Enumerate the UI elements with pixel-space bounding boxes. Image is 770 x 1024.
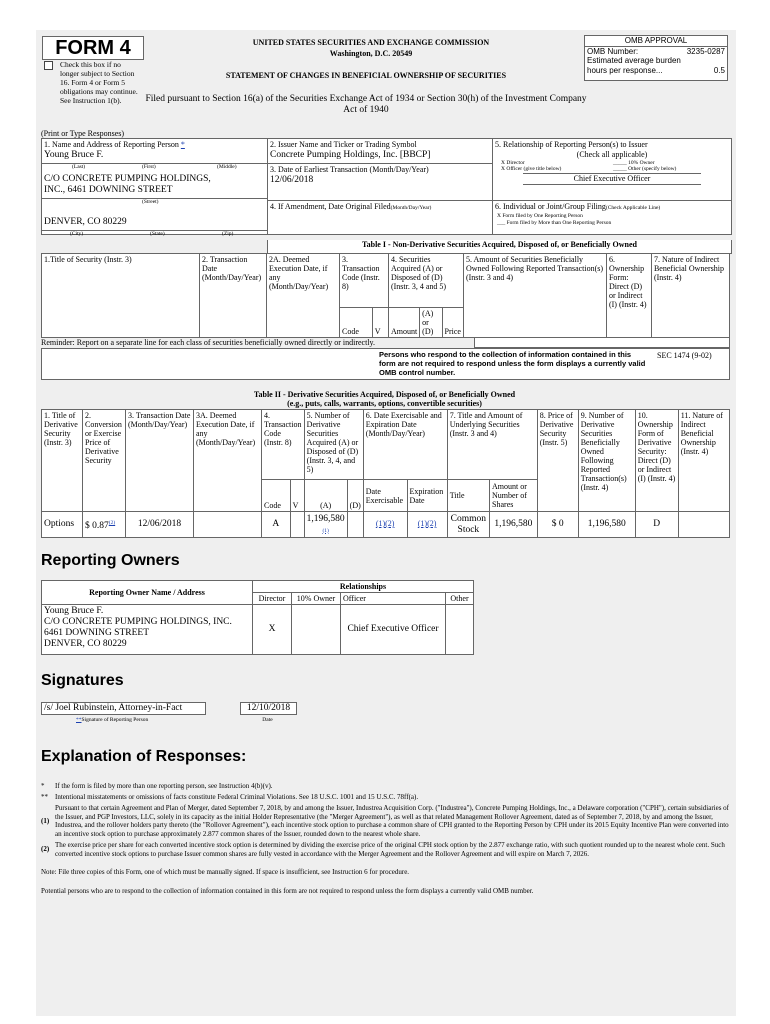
- t2-sub-expiration: Expiration Date: [407, 480, 447, 512]
- t2-row-acquired-footnote[interactable]: (1): [322, 527, 329, 534]
- check-all: (Check all applicable): [576, 150, 648, 159]
- ro-owner-line-1: Young Bruce F.: [44, 606, 104, 616]
- ro-ten-mark: [292, 605, 341, 655]
- reporting-owners-heading: Reporting Owners: [41, 552, 180, 569]
- box1-label: 1. Name and Address of Reporting Person: [44, 140, 179, 149]
- one-person-line: X Form filed by One Reporting Person: [497, 213, 583, 219]
- ro-col-officer: Officer: [341, 593, 446, 605]
- table2-subtitle: (e.g., puts, calls, warrants, options, convertible securities): [287, 399, 482, 408]
- fn2-text: The exercise price per share for each converted incentive stock option is determined by dividing the exercise price of the original CPH stock option by the 2.877 exchange ratio, with such quotient rounded up to the nearest whole cent. Such converted incentive stock options to purchase Issuer common shares are fully vested in accordance with the Merger Agreement and the Rollover Agreement and will expire on March 7, 2026.: [55, 841, 725, 858]
- t2-row-price: $ 0.87: [85, 521, 109, 532]
- t1-sub-aord: (A) or (D): [420, 308, 442, 338]
- omb-number-label: OMB Number:: [587, 46, 639, 56]
- t2-col2: 2. Conversion or Exercise Price of Derivative Security: [83, 410, 126, 512]
- omb-burden-label: Estimated average burden: [587, 56, 681, 65]
- street-label: (Street): [142, 199, 159, 205]
- ro-row: [42, 605, 474, 655]
- last-label: (Last): [72, 164, 86, 170]
- city-line: DENVER, CO 80229: [44, 217, 127, 227]
- table2: [41, 409, 730, 538]
- explanation-heading: Explanation of Responses:: [41, 748, 247, 765]
- middle-label: (Middle): [217, 164, 237, 170]
- ro-owner-line-2: C/O CONCRETE PUMPING HOLDINGS, INC.: [44, 617, 232, 627]
- t2-row-owned: 1,196,580: [578, 512, 635, 538]
- t1-col1: 1.Title of Security (Instr. 3): [42, 254, 200, 338]
- t1-sub-amount: Amount: [388, 308, 419, 338]
- omb-hours-label: hours per response...: [587, 65, 663, 75]
- dstar-mark: **: [41, 792, 48, 801]
- city-label: (City): [70, 231, 84, 237]
- t2-row-form: D: [635, 512, 678, 538]
- t2-row-acquired: 1,196,580: [306, 513, 345, 524]
- omb-number: 3235-0287: [686, 46, 725, 56]
- t2-row-underlying-amount: 1,196,580: [490, 512, 538, 538]
- t2-col1: 1. Title of Derivative Security (Instr. 3): [42, 410, 83, 512]
- statement-title: STATEMENT OF CHANGES IN BENEFICIAL OWNERSHIP OF SECURITIES: [225, 71, 507, 80]
- reminder-text: Reminder: Report on a separate line for each class of securities beneficially owned directly or indirectly.: [41, 338, 376, 347]
- box6-label: 6. Individual or Joint/Group Filing: [495, 202, 606, 211]
- fn1-mark: (1): [41, 816, 50, 825]
- t2-sub-d: (D): [347, 480, 363, 512]
- ro-col-director: Director: [253, 593, 292, 605]
- fn2-mark: (2): [41, 845, 50, 854]
- potential-text: Potential persons who are to respond to the collection of information contained in this form are not required to respond unless the form displays a currently valid OMB number.: [41, 886, 534, 895]
- officer-line: X Officer (give title below): [501, 166, 562, 172]
- omb-title: OMB APPROVAL: [585, 36, 727, 47]
- box3-label: 3. Date of Earliest Transaction (Month/Day/Year): [270, 165, 429, 174]
- reminder-blank-box: [474, 337, 730, 348]
- t2-sub-a: (A): [304, 480, 347, 512]
- t2-col11: 11. Nature of Indirect Beneficial Ownership (Instr. 4): [678, 410, 729, 512]
- ro-col-ten: 10% Owner: [292, 593, 341, 605]
- signer-caption: [76, 717, 148, 724]
- t1-col4: 4. Securities Acquired (A) or Disposed of (D) (Instr. 3, 4 and 5): [388, 254, 463, 308]
- ro-owner-line-4: DENVER, CO 80229: [44, 639, 127, 649]
- relationship-box: [492, 138, 732, 202]
- box2-label: 2. Issuer Name and Ticker or Trading Symbol: [270, 140, 417, 149]
- issuer-name: Concrete Pumping Holdings, Inc. [BBCP]: [270, 150, 431, 160]
- t1-sub-code: Code: [340, 308, 373, 338]
- ro-col-other: Other: [446, 593, 474, 605]
- dstar-text: Intentional misstatements or omissions of facts constitute Federal Criminal Violations. See 18 U.S.C. 1001 and 15 U.S.C. 78ff(a).: [55, 792, 419, 801]
- filed-pursuant: Filed pursuant to Section 16(a) of the Securities Exchange Act of 1934 or Section 30(h) of the Investment Company Act of 1940: [145, 94, 587, 115]
- t1-col7: 7. Nature of Indirect Beneficial Ownership (Instr. 4): [651, 254, 729, 338]
- t2-row-title: Options: [42, 512, 83, 538]
- issuer-box: [267, 138, 494, 165]
- omb-hours: 0.5: [713, 65, 725, 75]
- t2-col5: 5. Number of Derivative Securities Acquired (A) or Disposed of (D) (Instr. 3, 4, and 5): [304, 410, 363, 480]
- t2-row-expiration[interactable]: (1)(2): [417, 519, 437, 528]
- t1-col3: 3. Transaction Code (Instr. 8): [340, 254, 389, 308]
- signer-label: Signature of Reporting Person: [81, 717, 149, 723]
- signature-date: 12/10/2018: [240, 702, 297, 715]
- signer-footnote-link[interactable]: **: [76, 717, 82, 723]
- ro-officer-title: Chief Executive Officer: [341, 605, 446, 655]
- omb-approval-box: [584, 35, 728, 81]
- t1-sub-v: V: [372, 308, 388, 338]
- table2-title: Table II - Derivative Securities Acquired, Disposed of, or Beneficially Owned: [253, 390, 516, 399]
- t2-col6: 6. Date Exercisable and Expiration Date (Month/Day/Year): [363, 410, 447, 480]
- date-label: Date: [262, 717, 273, 723]
- print-type-note: (Print or Type Responses): [41, 129, 125, 138]
- form-page: [36, 30, 736, 1016]
- ro-other-mark: [446, 605, 474, 655]
- persons-notice: Persons who respond to the collection of information contained in this form are not required to respond unless the form displays a currently valid OMB control number.: [379, 350, 646, 377]
- address-line-2: INC., 6461 DOWNING STREET: [44, 185, 173, 195]
- ro-col-name: Reporting Owner Name / Address: [42, 581, 253, 605]
- t2-col7: 7. Title and Amount of Underlying Securities (Instr. 3 and 4): [447, 410, 537, 480]
- ro-director-mark: X: [253, 605, 292, 655]
- t2-row-exercisable[interactable]: (1)(2): [375, 519, 395, 528]
- t2-row-price-footnote[interactable]: (2): [108, 520, 116, 527]
- fn1-text: Pursuant to that certain Agreement and Plan of Merger, dated September 7, 2018, by and among the Issuer, Industrea Acquisition Corp. ("Industrea"), Concrete Pumping Holdings, Inc., a Delaware corporation ("CPH"), certain subsidiaries of the Issuer, and PGP Investors, LLC, solely in its capacity as the initial Holder Representative (the "Merger Agreement"), as well as that related Management Rollover Agreement, dated as of September 7, 2018, by and among the Issuer, Industrea, and the rollover holders party thereto (the "Rollover Agreement"), each incentive stock option to purchase a common share of CPH granted to the Reporting Person by CPH under its 2015 Equity Incentive Plan were converted into an incentive stock option to purchase approximately 2.877 common shares of the Issuer, rounded down to the nearest whole share.: [55, 804, 730, 838]
- persons-notice-box: [41, 348, 730, 380]
- t2-col8: 8. Price of Derivative Security (Instr. 5): [537, 410, 578, 512]
- form-title: FORM 4: [42, 36, 144, 60]
- t2-row-disposed: [347, 512, 363, 538]
- more-person-line: ___ Form filed by More than One Reporting Person: [497, 220, 612, 226]
- box5-label: 5. Relationship of Reporting Person(s) to Issuer: [495, 140, 648, 149]
- ro-owner-line-3: 6461 DOWNING STREET: [44, 628, 150, 638]
- t1-col2: 2. Transaction Date (Month/Day/Year): [200, 254, 267, 338]
- state-label: (State): [150, 231, 165, 237]
- amendment-box: [267, 200, 494, 235]
- t2-sub-exercisable: Date Exercisable: [363, 480, 407, 512]
- signatures-heading: Signatures: [41, 672, 124, 689]
- table1-title: Table I - Non-Derivative Securities Acquired, Disposed of, or Beneficially Owned: [267, 240, 732, 254]
- table2-row: [42, 512, 730, 538]
- agency-location: Washington, D.C. 20549: [329, 49, 413, 58]
- t2-sub-code: Code: [262, 480, 291, 512]
- signer-name: /s/ Joel Rubinstein, Attorney-in-Fact: [41, 702, 206, 715]
- box6-sub: (Check Applicable Line): [605, 205, 661, 211]
- t2-row-code: A: [262, 512, 291, 538]
- box4-sub: (Month/Day/Year): [390, 205, 432, 211]
- t2-row-underlying-title: Common Stock: [447, 512, 489, 538]
- earliest-date-box: [267, 163, 494, 202]
- t2-row-deemed: [194, 512, 262, 538]
- t2-row-deriv-price: $ 0: [537, 512, 578, 538]
- table1: [41, 253, 730, 338]
- t2-sub-v: V: [290, 480, 304, 512]
- t2-sub-title: Title: [447, 480, 489, 512]
- t2-col3: 3. Transaction Date (Month/Day/Year): [126, 410, 194, 512]
- other-line: _____ Other (specify below): [613, 166, 677, 172]
- t2-col10: 10. Ownership Form of Derivative Security: Direct (D) or Indirect (I) (Instr. 4): [635, 410, 678, 512]
- filing-type-box: [492, 200, 732, 235]
- t2-row-date: 12/06/2018: [126, 512, 194, 538]
- first-label: (First): [142, 164, 156, 170]
- star-text: If the form is filed by more than one reporting person, see Instruction 4(b)(v).: [55, 782, 273, 790]
- t2-col3a: 3A. Deemed Execution Date, if any (Month/Day/Year): [194, 410, 262, 512]
- note-text: Note: File three copies of this Form, one of which must be manually signed. If space is insufficient, see Instruction 6 for procedure.: [41, 868, 410, 876]
- sec-code: SEC 1474 (9-02): [657, 351, 712, 360]
- t2-row-v: [290, 512, 304, 538]
- earliest-date: 12/06/2018: [270, 175, 314, 185]
- reporting-person-box: [41, 138, 269, 235]
- officer-title: Chief Executive Officer: [523, 173, 701, 185]
- explanation-body: [41, 782, 731, 895]
- t1-sub-price: Price: [442, 308, 463, 338]
- zip-label: (Zip): [222, 231, 234, 237]
- reporting-owners-table: [41, 580, 474, 655]
- agency-name: UNITED STATES SECURITIES AND EXCHANGE COMMISSION: [252, 38, 490, 47]
- star-mark: *: [41, 782, 45, 790]
- t1-col2a: 2A. Deemed Execution Date, if any (Month/Day/Year): [267, 254, 340, 338]
- t1-col6: 6. Ownership Form: Direct (D) or Indirect (I) (Instr. 4): [606, 254, 651, 338]
- t2-row-nature: [678, 512, 729, 538]
- t1-col5: 5. Amount of Securities Beneficially Owned Following Reported Transaction(s) (Instr. 3 and 4): [463, 254, 606, 338]
- ten-pct-line: _____ 10% Owner: [613, 160, 655, 166]
- address-line-1: C/O CONCRETE PUMPING HOLDINGS,: [44, 174, 211, 184]
- checkbox-text: Check this box if no longer subject to Section 16. Form 4 or Form 5 obligations may continue. See Instruction 1(b).: [60, 60, 138, 105]
- ro-col-relationships: Relationships: [253, 581, 474, 593]
- t2-col9: 9. Number of Derivative Securities Beneficially Owned Following Reported Transaction(s) (Instr. 4): [578, 410, 635, 512]
- reporting-person-name: Young Bruce F.: [44, 150, 104, 160]
- t2-col4: 4. Transaction Code (Instr. 8): [262, 410, 305, 480]
- box1-footnote-link[interactable]: *: [180, 140, 185, 149]
- t2-sub-amount: Amount or Number of Shares: [490, 480, 538, 512]
- box4-label: 4. If Amendment, Date Original Filed: [270, 202, 391, 211]
- director-line: X Director: [501, 160, 525, 166]
- no-longer-subject-checkbox[interactable]: [44, 61, 53, 70]
